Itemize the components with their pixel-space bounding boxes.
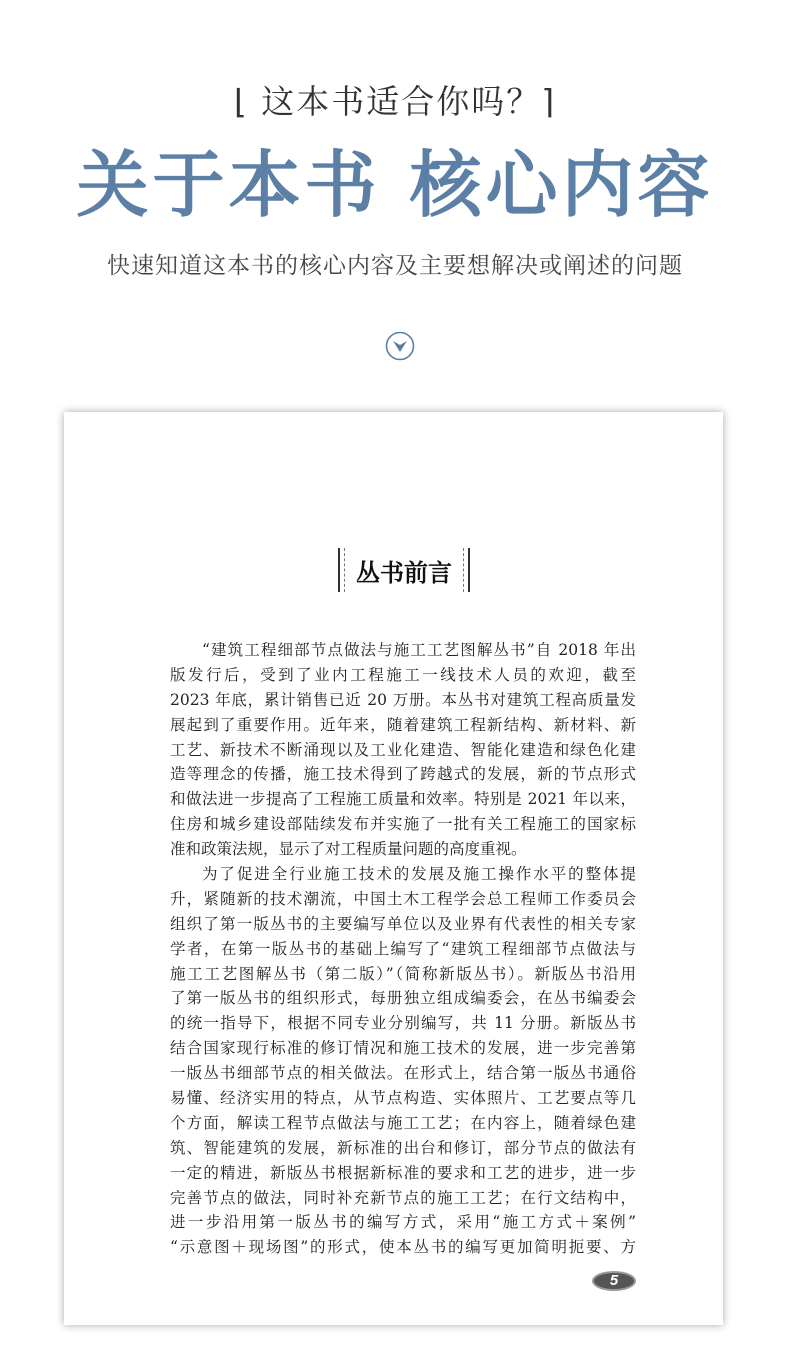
text-line: 的统一指导下，根据不同专业分别编写，共 11 分册。新版丛书 bbox=[170, 1014, 636, 1033]
text-line: 筑、智能建筑的发展，新标准的出台和修订，部分节点的做法有 bbox=[170, 1138, 636, 1157]
book-page bbox=[64, 412, 723, 1325]
text-line: 一定的精进，新版丛书根据新标准的要求和工艺的进步，进一步 bbox=[170, 1163, 636, 1182]
chevron-down-circle-icon bbox=[385, 331, 415, 361]
page-title: 丛书前言 bbox=[338, 548, 470, 592]
text-line: 展起到了重要作用。近年来，随着建筑工程新结构、新材料、新 bbox=[170, 715, 636, 734]
text-line: 造等理念的传播，施工技术得到了跨越式的发展，新的节点形式 bbox=[170, 765, 636, 784]
section-kicker: ⌊ 这本书适合你吗？⌉ bbox=[233, 82, 557, 121]
text-line: 2023 年底，累计销售已近 20 万册。本丛书对建筑工程高质量发 bbox=[170, 690, 636, 709]
text-line: 组织了第一版丛书的主要编写单位以及业界有代表性的相关专家 bbox=[170, 914, 636, 933]
text-line: 了第一版丛书的组织形式，每册独立组成编委会，在丛书编委会 bbox=[170, 989, 636, 1008]
page-number-badge: 5 bbox=[592, 1271, 636, 1291]
text-line: “示意图＋现场图”的形式，使本丛书的编写更加简明扼要、方 bbox=[170, 1238, 636, 1257]
text-line: 施工工艺图解丛书（第二版）”（简称新版丛书）。新版丛书沿用 bbox=[170, 964, 636, 983]
text-line: 和做法进一步提高了工程施工质量和效率。特别是 2021 年以来， bbox=[170, 790, 636, 809]
page-subtitle: 快速知道这本书的核心内容及主要想解决或阐述的问题 bbox=[107, 253, 683, 279]
text-line: 住房和城乡建设部陆续发布并实施了一批有关工程施工的国家标 bbox=[170, 815, 636, 834]
text-line: 升，紧随新的技术潮流，中国土木工程学会总工程师工作委员会 bbox=[170, 889, 636, 908]
text-line: 进一步沿用第一版丛书的编写方式，采用“施工方式＋案例” bbox=[170, 1213, 636, 1232]
text-line: 为了促进全行业施工技术的发展及施工操作水平的整体提 bbox=[202, 865, 636, 884]
text-line: 易懂、经济实用的特点，从节点构造、实体照片、工艺要点等几 bbox=[170, 1089, 636, 1108]
text-line: “建筑工程细部节点做法与施工工艺图解丛书”自 2018 年出 bbox=[202, 641, 636, 659]
text-line: 版发行后，受到了业内工程施工一线技术人员的欢迎，截至 bbox=[170, 665, 636, 684]
page-headline: 关于本书 核心内容 bbox=[76, 142, 714, 227]
preface-text bbox=[170, 638, 636, 1260]
text-line: 工艺、新技术不断涌现以及工业化建造、智能化建造和绿色化建 bbox=[170, 740, 636, 759]
text-line: 个方面，解读工程节点做法与施工工艺；在内容上，随着绿色建 bbox=[170, 1113, 636, 1132]
text-line: 一版丛书细部节点的相关做法。在形式上，结合第一版丛书通俗 bbox=[170, 1064, 636, 1083]
text-line: 学者，在第一版丛书的基础上编写了“建筑工程细部节点做法与 bbox=[170, 939, 636, 958]
text-line: 完善节点的做法，同时补充新节点的施工工艺；在行文结构中， bbox=[170, 1188, 636, 1207]
text-line: 准和政策法规，显示了对工程质量问题的高度重视。 bbox=[170, 840, 527, 859]
text-line: 结合国家现行标准的修订情况和施工技术的发展，进一步完善第 bbox=[170, 1039, 636, 1058]
